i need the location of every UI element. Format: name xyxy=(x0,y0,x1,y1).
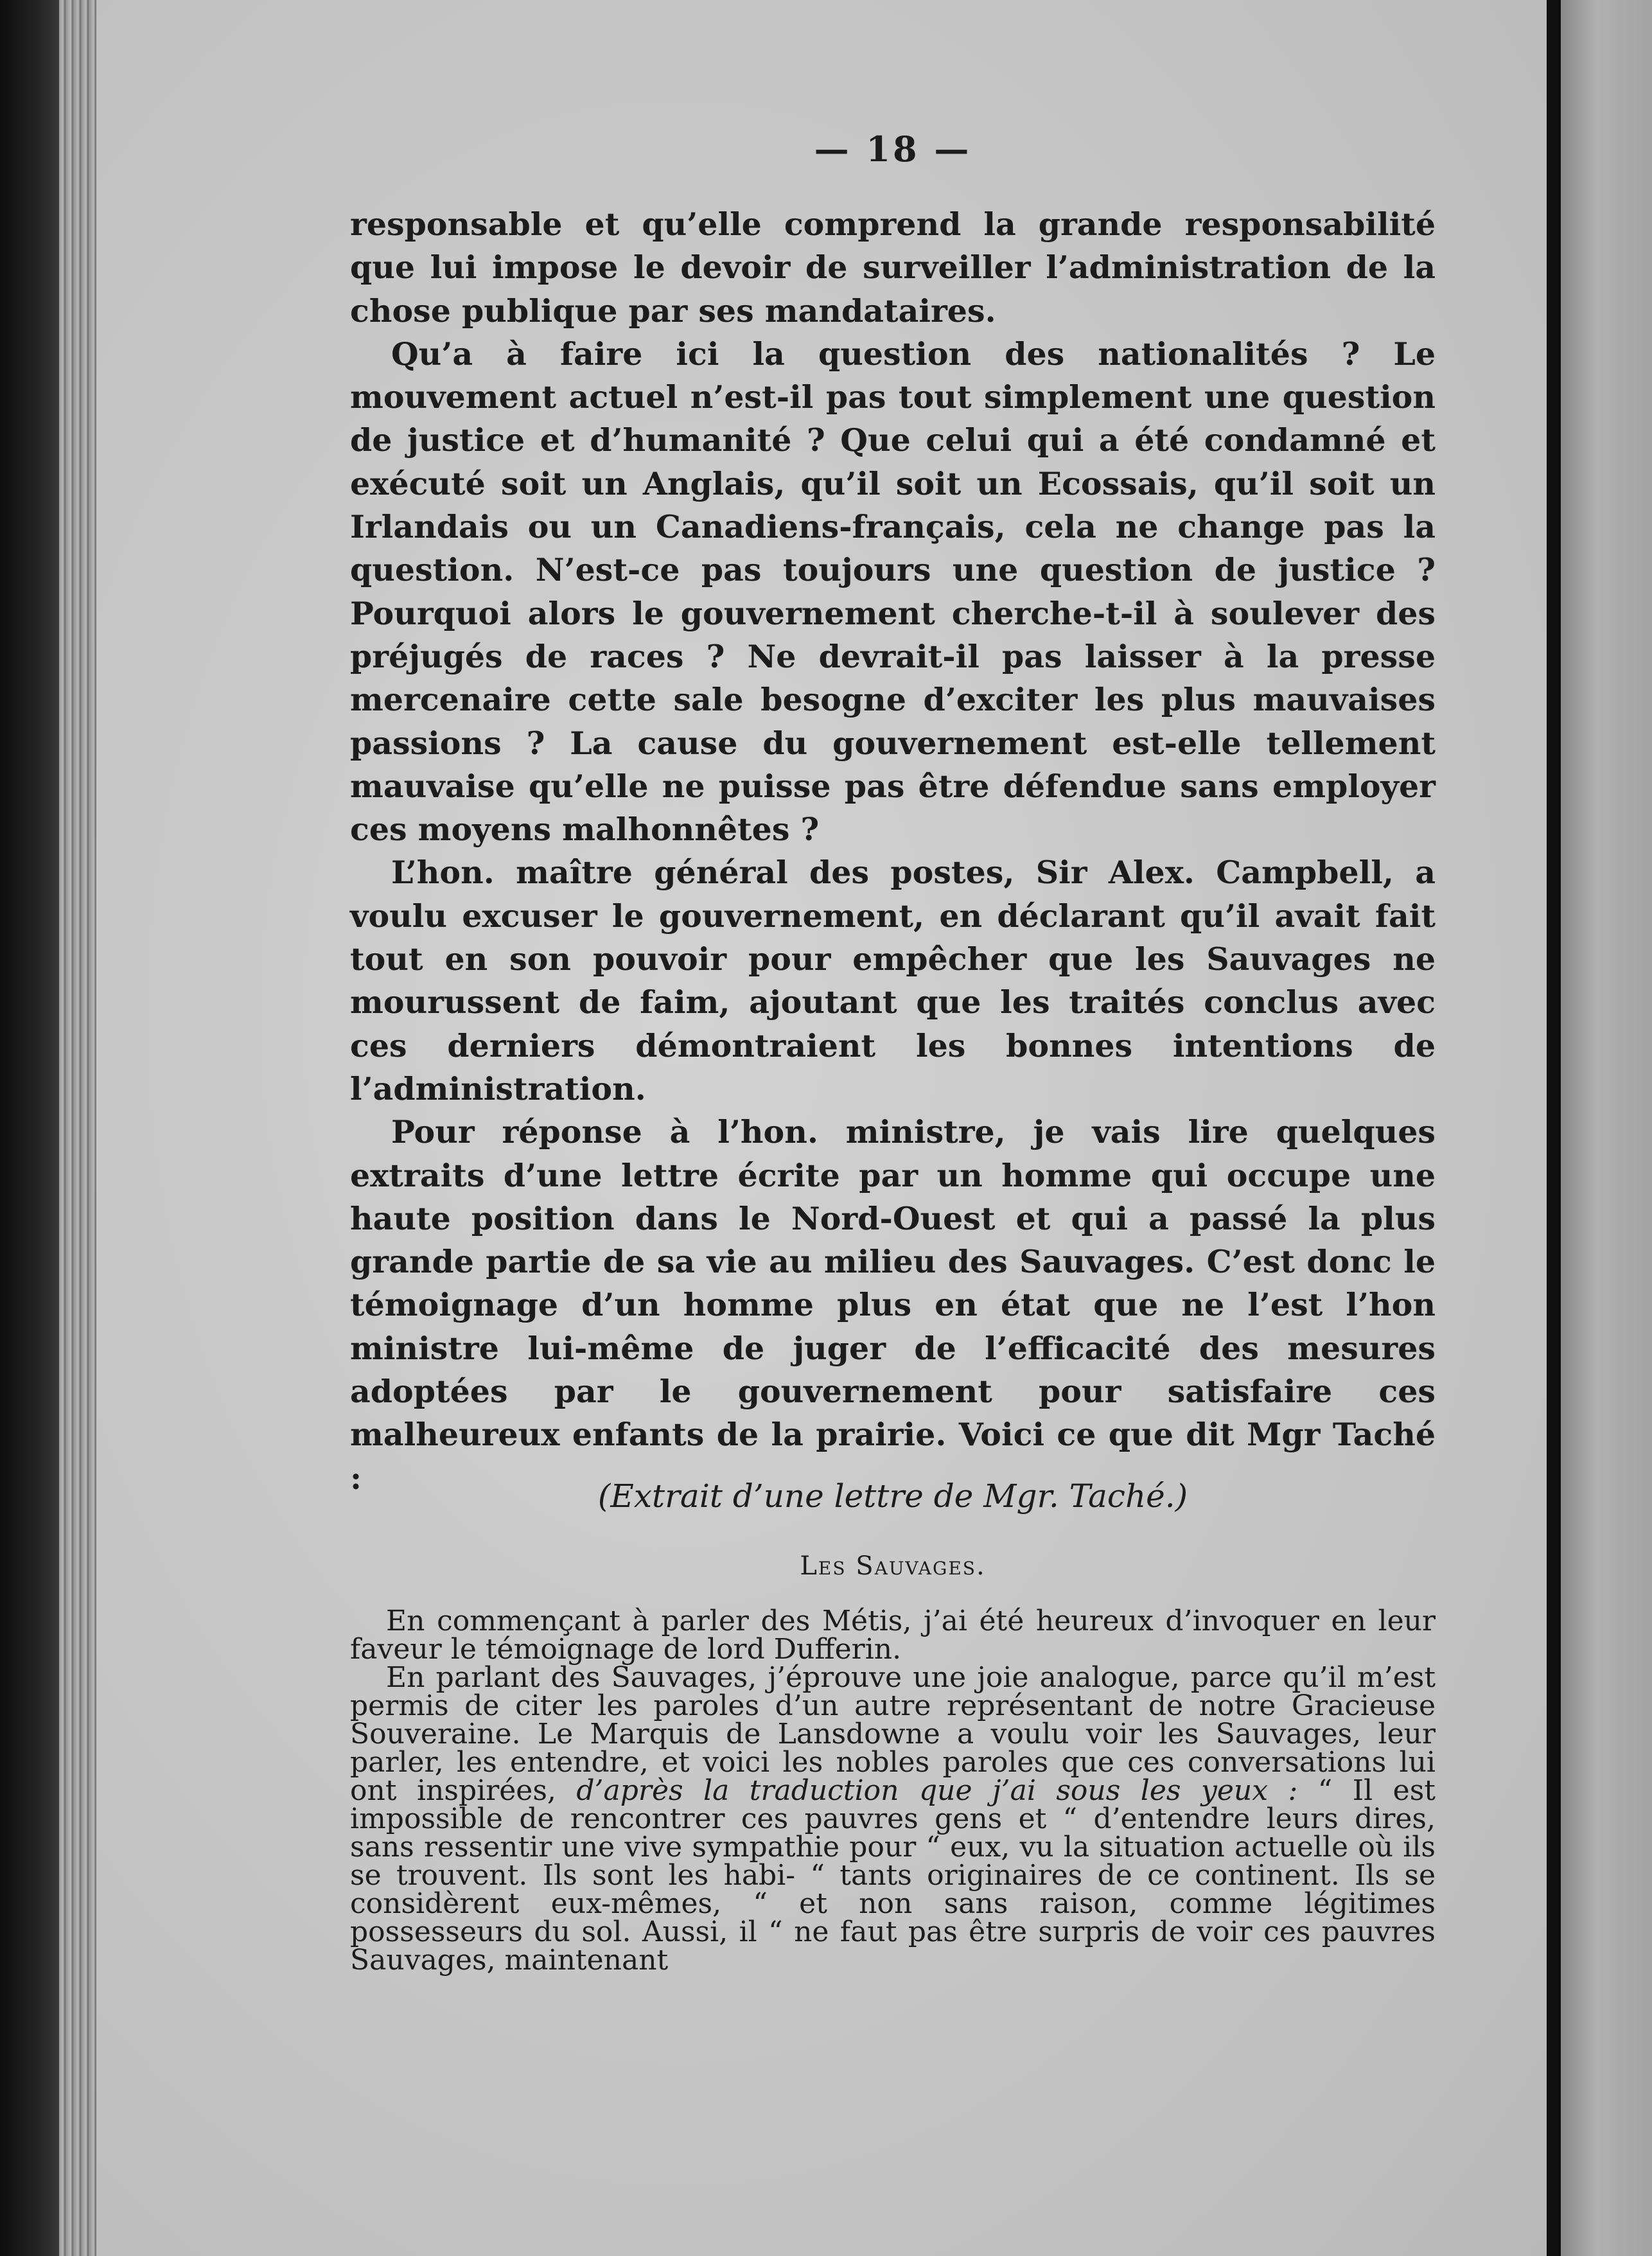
page-number: — 18 — xyxy=(814,128,972,170)
paragraph: Qu’a à faire ici la question des nationalités ? Le mouvement actuel n’est-il pas tout simplement une question de justice et d’humanité ? Que celui qui a été condamné et exécuté soit un Anglais, qu’il soit un Ecossais, qu’il soit un Irlandais ou un Canadiens-français, cela ne change pas la question. N’est-ce pas toujours une question de justice ? Pourquoi alors le gouvernement cherche-t-il à soulever des préjugés de races ? Ne devrait-il pas laisser à la presse mercenaire cette sale besogne d’exciter les plus mauvaises passions ? La cause du gouvernement est-elle tellement mauvaise qu’elle ne puisse pas être défendue sans employer ces moyens malhonnêtes ? xyxy=(350,335,1436,849)
letter-italic-run: d’après la traduction que j’ai sous les yeux : xyxy=(576,1774,1298,1807)
paragraph: L’hon. maître général des postes, Sir Alex. Campbell, a voulu excuser le gouvernement, en déclarant qu’il avait fait tout en son pouvoir pour empêcher que les Sauvages ne mourussent de faim, ajoutant que les traités conclus avec ces derniers démontraient les bonnes intentions de l’administration. xyxy=(350,854,1436,1107)
stacked-page-edges xyxy=(59,0,98,2256)
scan-left-border xyxy=(0,0,59,2256)
letter-paragraph: En commençant à parler des Métis, j’ai été heureux d’invoquer en leur faveur le témoignage de lord Dufferin. xyxy=(350,1605,1436,1666)
letter-extract xyxy=(350,1607,1436,1975)
letter-text-run: En parlant des Sauvages, j’éprouve une joie analogue, parce qu’il m’est permis de citer les paroles d’un autre représentant de notre Gracieuse Souveraine. Le Marquis de Lansdowne a voulu voir les Sauvages, leur parler, les entendre, et voici les nobles paroles que ces conversations lui ont inspirées, xyxy=(350,1661,1436,1807)
paragraph: Pour réponse à l’hon. ministre, je vais lire quelques extraits d’une lettre écrite par un homme qui occupe une haute position dans le Nord-Ouest et qui a passé la plus grande partie de sa vie au milieu des Sauvages. C’est donc le témoignage d’un homme plus en état que ne l’est l’hon ministre lui-même de juger de l’efficacité des mesures adoptées par le gouvernement pour satisfaire ces malheureux enfants de la prairie. Voici ce que dit Mgr Taché : xyxy=(350,1113,1436,1497)
scan-right-margin xyxy=(1561,0,1652,2256)
letter-quote-run: “ Il est impossible de rencontrer ces pauvres gens et “ d’entendre leurs dires, sans ressentir une vive sympathie pour “ eux, vu la situation actuelle où ils se trouvent. Ils sont les habi- “ tants originaires de ce continent. Ils se considèrent eux-mêmes, “ et non sans raison, comme légitimes possesseurs du sol. Aussi, il “ ne faut pas être surpris de voir ces pauvres Sauvages, maintenant xyxy=(350,1774,1436,1977)
extract-title: (Extrait d’une lettre de Mgr. Taché.) xyxy=(597,1477,1188,1515)
scan-right-border xyxy=(1547,0,1561,2256)
letter-paragraph xyxy=(350,1661,1436,1977)
speech-text xyxy=(350,203,1436,1500)
section-heading: Les Sauvages. xyxy=(800,1551,986,1581)
paragraph: responsable et qu’elle comprend la grande responsabilité que lui impose le devoir de surveiller l’administration de la chose publique par ses mandataires. xyxy=(350,206,1436,330)
